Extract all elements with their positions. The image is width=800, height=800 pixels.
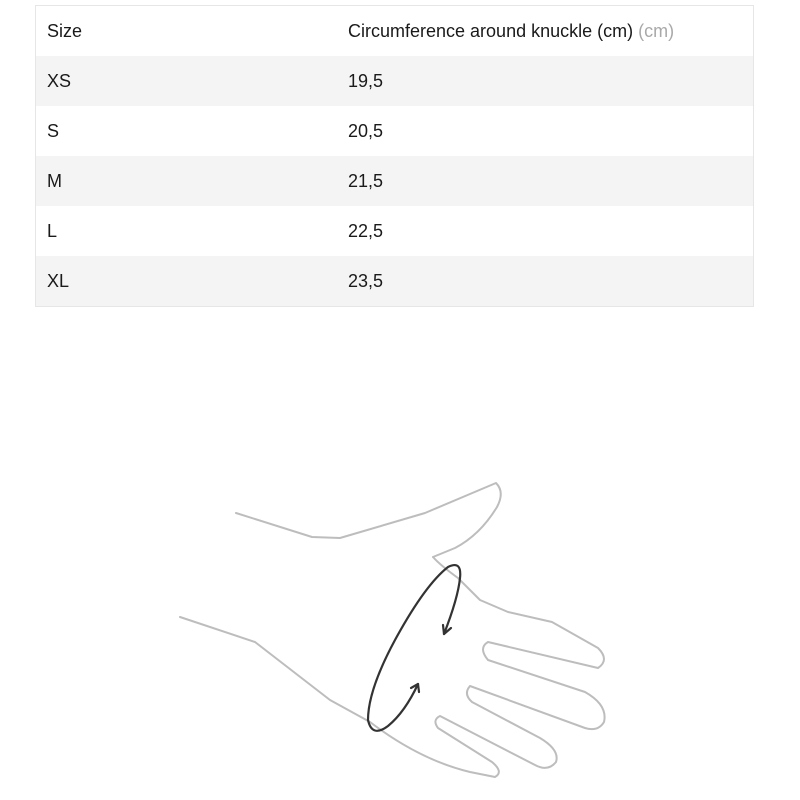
row-size: XS xyxy=(47,70,72,91)
row-size: S xyxy=(47,120,60,141)
hand-upper-edge xyxy=(236,483,501,557)
header-unit-note: (cm) xyxy=(638,20,675,41)
row-size: M xyxy=(47,170,62,191)
knuckle-circumference-loop xyxy=(368,565,460,731)
header-circumference-label: Circumference around knuckle (cm) xyxy=(348,20,634,41)
hand-lower-edge xyxy=(180,557,605,777)
row-circumference: 23,5 xyxy=(348,270,384,291)
row-circumference: 22,5 xyxy=(348,220,384,241)
measure-loop xyxy=(368,565,460,731)
row-circumference: 21,5 xyxy=(348,170,384,191)
header-size: Size xyxy=(47,20,83,41)
row-circumference: 19,5 xyxy=(348,70,384,91)
row-size: L xyxy=(47,220,58,241)
row-size: XL xyxy=(47,270,70,291)
row-circumference: 20,5 xyxy=(348,120,384,141)
hand-outline xyxy=(180,483,605,777)
